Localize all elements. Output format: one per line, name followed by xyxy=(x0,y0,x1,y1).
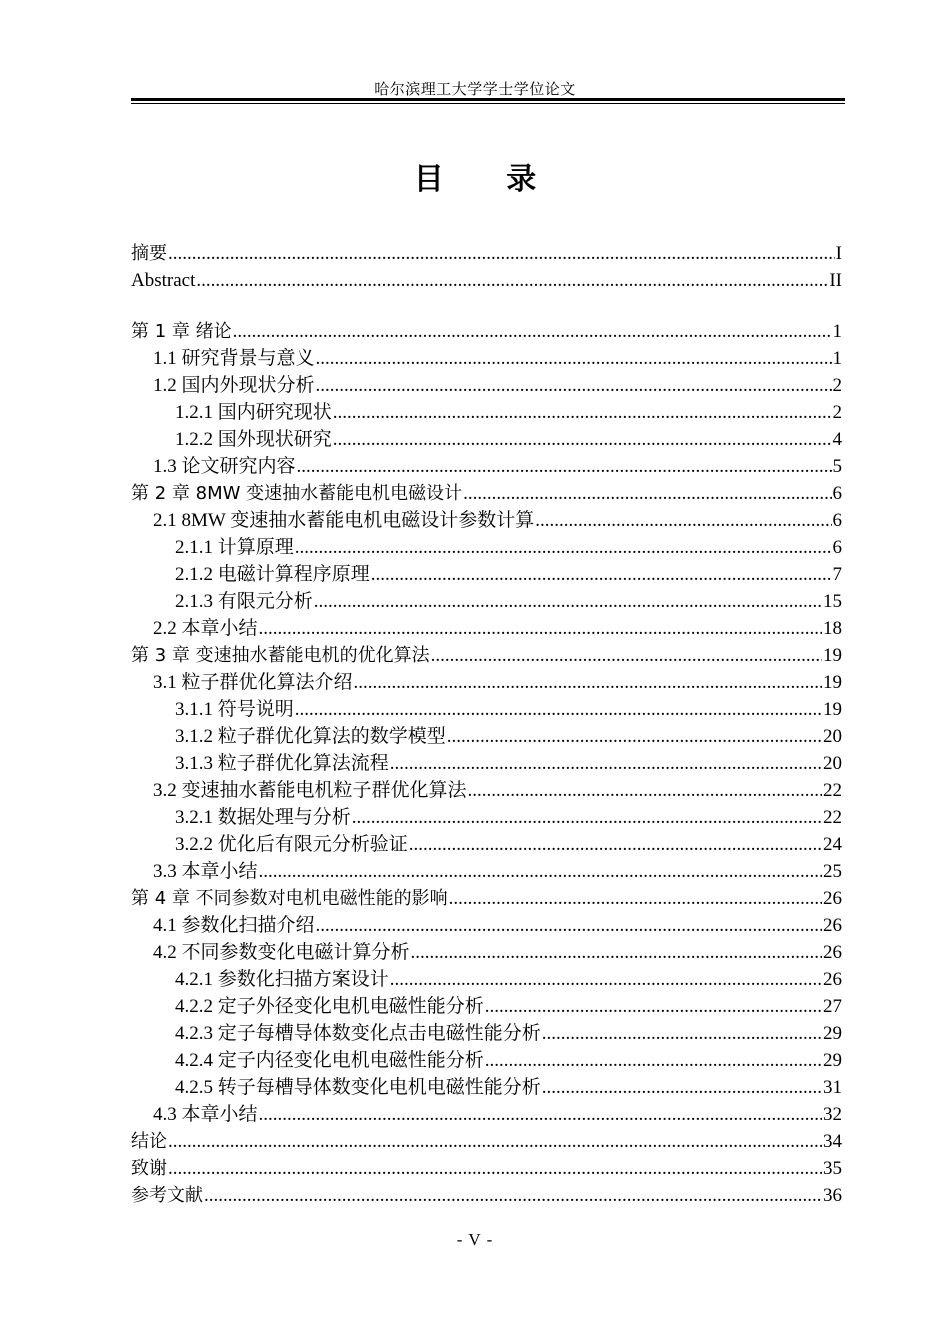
toc-dot-leader xyxy=(233,318,832,345)
toc-dot-leader xyxy=(485,1047,822,1074)
toc-entry-title: 3.3 本章小结 xyxy=(153,861,258,882)
toc-entry-title: 结论 xyxy=(131,1131,167,1152)
toc-entry-page: 20 xyxy=(823,753,842,774)
toc-entry[interactable] xyxy=(131,561,842,588)
toc-entry[interactable] xyxy=(131,669,842,696)
toc-entry-title: 第 3 章 变速抽水蓄能电机的优化算法 xyxy=(131,645,430,666)
toc-dot-leader xyxy=(168,240,835,267)
toc-dot-leader xyxy=(542,1074,822,1101)
toc-entry-page: 15 xyxy=(823,591,842,612)
toc-entry-page: 20 xyxy=(823,726,842,747)
toc-entry[interactable] xyxy=(131,804,842,831)
toc-dot-leader xyxy=(468,777,822,804)
toc-dot-leader xyxy=(354,669,822,696)
toc-dot-leader xyxy=(431,642,822,669)
header-rule-thin xyxy=(131,103,845,104)
toc-entry[interactable] xyxy=(131,993,842,1020)
toc-dot-leader xyxy=(297,453,832,480)
toc-entry-page: 34 xyxy=(823,1131,842,1152)
header-rule-thick xyxy=(131,98,845,101)
toc-entry-page: 2 xyxy=(832,402,842,423)
toc-entry[interactable] xyxy=(131,1047,842,1074)
toc-entry-page: 35 xyxy=(823,1158,842,1179)
toc-entry-title: 4.3 本章小结 xyxy=(153,1104,258,1125)
toc-dot-leader xyxy=(447,723,822,750)
toc-entry-page: 25 xyxy=(823,861,842,882)
toc-entry-page: 6 xyxy=(832,510,842,531)
toc-entry-title: 摘要 xyxy=(131,243,167,264)
toc-entry[interactable] xyxy=(131,588,842,615)
toc-entry-title: 2.1 8MW 变速抽水蓄能电机电磁设计参数计算 xyxy=(153,510,535,531)
toc-entry-title: 致谢 xyxy=(131,1158,167,1179)
toc-entry[interactable] xyxy=(131,1074,842,1101)
toc-entry-title: 参考文献 xyxy=(131,1185,203,1206)
toc-entry-title: 4.2.1 参数化扫描方案设计 xyxy=(175,969,389,990)
toc-entry[interactable] xyxy=(131,345,842,372)
toc-dot-leader xyxy=(316,912,822,939)
toc-dot-leader xyxy=(259,1101,822,1128)
toc-dot-leader xyxy=(333,399,832,426)
toc-entry[interactable] xyxy=(131,534,842,561)
toc-entry-page: 4 xyxy=(832,429,842,450)
toc-entry[interactable] xyxy=(131,885,842,912)
toc-dot-leader xyxy=(333,426,832,453)
toc-entry-page: 31 xyxy=(823,1077,842,1098)
toc-entry-title: 3.2.1 数据处理与分析 xyxy=(175,807,351,828)
toc-entry-title: 2.1.1 计算原理 xyxy=(175,537,294,558)
toc-dot-leader xyxy=(390,750,822,777)
page-number-footer: - V - xyxy=(456,1230,494,1249)
toc-entry[interactable] xyxy=(131,939,842,966)
toc-dot-leader xyxy=(259,615,822,642)
toc-entry[interactable] xyxy=(131,267,842,294)
toc-entry-page: I xyxy=(835,243,842,264)
toc-entry-title: 3.2.2 优化后有限元分析验证 xyxy=(175,834,408,855)
toc-entry-title: 第 4 章 不同参数对电机电磁性能的影响 xyxy=(131,888,448,909)
toc-entry[interactable] xyxy=(131,507,842,534)
toc-entry-page: 32 xyxy=(823,1104,842,1125)
toc-entry[interactable] xyxy=(131,1155,842,1182)
toc-entry-page: 29 xyxy=(823,1023,842,1044)
toc-entry-page: 26 xyxy=(823,915,842,936)
toc-dot-leader xyxy=(295,696,822,723)
toc-dot-leader xyxy=(463,480,831,507)
toc-entry[interactable] xyxy=(131,1020,842,1047)
toc-entry-page: 26 xyxy=(823,969,842,990)
toc-entry-title: 3.1.1 符号说明 xyxy=(175,699,294,720)
toc-entry-title: 4.2 不同参数变化电磁计算分析 xyxy=(153,942,410,963)
toc-entry[interactable] xyxy=(131,318,842,345)
toc-entry-title: 4.2.5 转子每槽导体数变化电机电磁性能分析 xyxy=(175,1077,541,1098)
toc-entry-title: 3.1 粒子群优化算法介绍 xyxy=(153,672,353,693)
toc-entry[interactable] xyxy=(131,615,842,642)
toc-entry-page: 26 xyxy=(823,942,842,963)
toc-entry-page: 19 xyxy=(823,699,842,720)
toc-entry-title: 1.2 国内外现状分析 xyxy=(153,375,315,396)
toc-entry-title: 3.2 变速抽水蓄能电机粒子群优化算法 xyxy=(153,780,467,801)
toc-dot-leader xyxy=(316,372,832,399)
toc-dot-leader xyxy=(542,1020,822,1047)
toc-entry-title: 1.2.1 国内研究现状 xyxy=(175,402,332,423)
toc-entry-title: 3.1.2 粒子群优化算法的数学模型 xyxy=(175,726,446,747)
toc-entry[interactable] xyxy=(131,426,842,453)
toc-entry-title: 1.1 研究背景与意义 xyxy=(153,348,315,369)
toc-entry-page: 6 xyxy=(832,537,842,558)
toc-dot-leader xyxy=(314,588,822,615)
toc-entry-title: 4.2.4 定子内径变化电机电磁性能分析 xyxy=(175,1050,484,1071)
toc-dot-leader xyxy=(196,267,828,294)
table-of-contents xyxy=(131,240,842,1209)
toc-entry-page: 27 xyxy=(823,996,842,1017)
page-header: 哈尔滨理工大学学士学位论文 xyxy=(374,82,576,98)
toc-entry-page: II xyxy=(829,270,842,291)
toc-entry-title: 1.3 论文研究内容 xyxy=(153,456,296,477)
toc-entry-page: 26 xyxy=(823,888,842,909)
toc-dot-leader xyxy=(316,345,832,372)
toc-dot-leader xyxy=(535,507,831,534)
toc-dot-leader xyxy=(390,966,822,993)
toc-entry[interactable] xyxy=(131,912,842,939)
toc-entry-page: 36 xyxy=(823,1185,842,1206)
toc-entry-title: 1.2.2 国外现状研究 xyxy=(175,429,332,450)
toc-entry[interactable] xyxy=(131,480,842,507)
toc-entry[interactable] xyxy=(131,1101,842,1128)
toc-dot-leader xyxy=(449,885,822,912)
toc-entry-page: 19 xyxy=(823,645,842,666)
toc-entry[interactable] xyxy=(131,750,842,777)
toc-entry-title: 第 2 章 8MW 变速抽水蓄能电机电磁设计 xyxy=(131,483,463,504)
toc-entry[interactable] xyxy=(131,831,842,858)
toc-dot-leader xyxy=(371,561,832,588)
toc-entry[interactable] xyxy=(131,240,842,267)
toc-entry-title: 4.1 参数化扫描介绍 xyxy=(153,915,315,936)
toc-entry-page: 24 xyxy=(823,834,842,855)
toc-entry-title: 4.2.2 定子外径变化电机电磁性能分析 xyxy=(175,996,484,1017)
toc-entry[interactable] xyxy=(131,966,842,993)
toc-entry-title: 第 1 章 绪论 xyxy=(131,321,232,342)
toc-entry-page: 1 xyxy=(832,321,842,342)
toc-entry-title: 3.1.3 粒子群优化算法流程 xyxy=(175,753,389,774)
toc-entry-page: 22 xyxy=(823,807,842,828)
toc-entry-page: 18 xyxy=(823,618,842,639)
toc-entry-page: 19 xyxy=(823,672,842,693)
toc-entry-title: 4.2.3 定子每槽导体数变化点击电磁性能分析 xyxy=(175,1023,541,1044)
toc-entry-title: Abstract xyxy=(131,270,196,291)
toc-entry[interactable] xyxy=(131,1182,842,1209)
page-title: 目 录 xyxy=(413,162,563,197)
toc-entry-page: 7 xyxy=(832,564,842,585)
toc-entry-page: 6 xyxy=(832,483,842,504)
toc-entry-page: 5 xyxy=(832,456,842,477)
toc-entry-page: 22 xyxy=(823,780,842,801)
toc-dot-leader xyxy=(352,804,822,831)
toc-dot-leader xyxy=(409,831,822,858)
toc-entry[interactable] xyxy=(131,777,842,804)
toc-entry-page: 1 xyxy=(832,348,842,369)
toc-entry-title: 2.1.3 有限元分析 xyxy=(175,591,313,612)
toc-entry-page: 2 xyxy=(832,375,842,396)
toc-entry[interactable] xyxy=(131,858,842,885)
toc-entry[interactable] xyxy=(131,372,842,399)
toc-entry-title: 2.1.2 电磁计算程序原理 xyxy=(175,564,370,585)
toc-entry[interactable] xyxy=(131,723,842,750)
toc-entry-page: 29 xyxy=(823,1050,842,1071)
toc-dot-leader xyxy=(168,1128,822,1155)
toc-entry[interactable] xyxy=(131,453,842,480)
toc-dot-leader xyxy=(411,939,822,966)
toc-dot-leader xyxy=(295,534,832,561)
toc-entry[interactable] xyxy=(131,642,842,669)
toc-entry[interactable] xyxy=(131,696,842,723)
toc-entry-title: 2.2 本章小结 xyxy=(153,618,258,639)
toc-dot-leader xyxy=(485,993,822,1020)
toc-dot-leader xyxy=(204,1182,822,1209)
toc-entry[interactable] xyxy=(131,399,842,426)
toc-entry[interactable] xyxy=(131,1128,842,1155)
toc-dot-leader xyxy=(168,1155,822,1182)
toc-dot-leader xyxy=(259,858,822,885)
